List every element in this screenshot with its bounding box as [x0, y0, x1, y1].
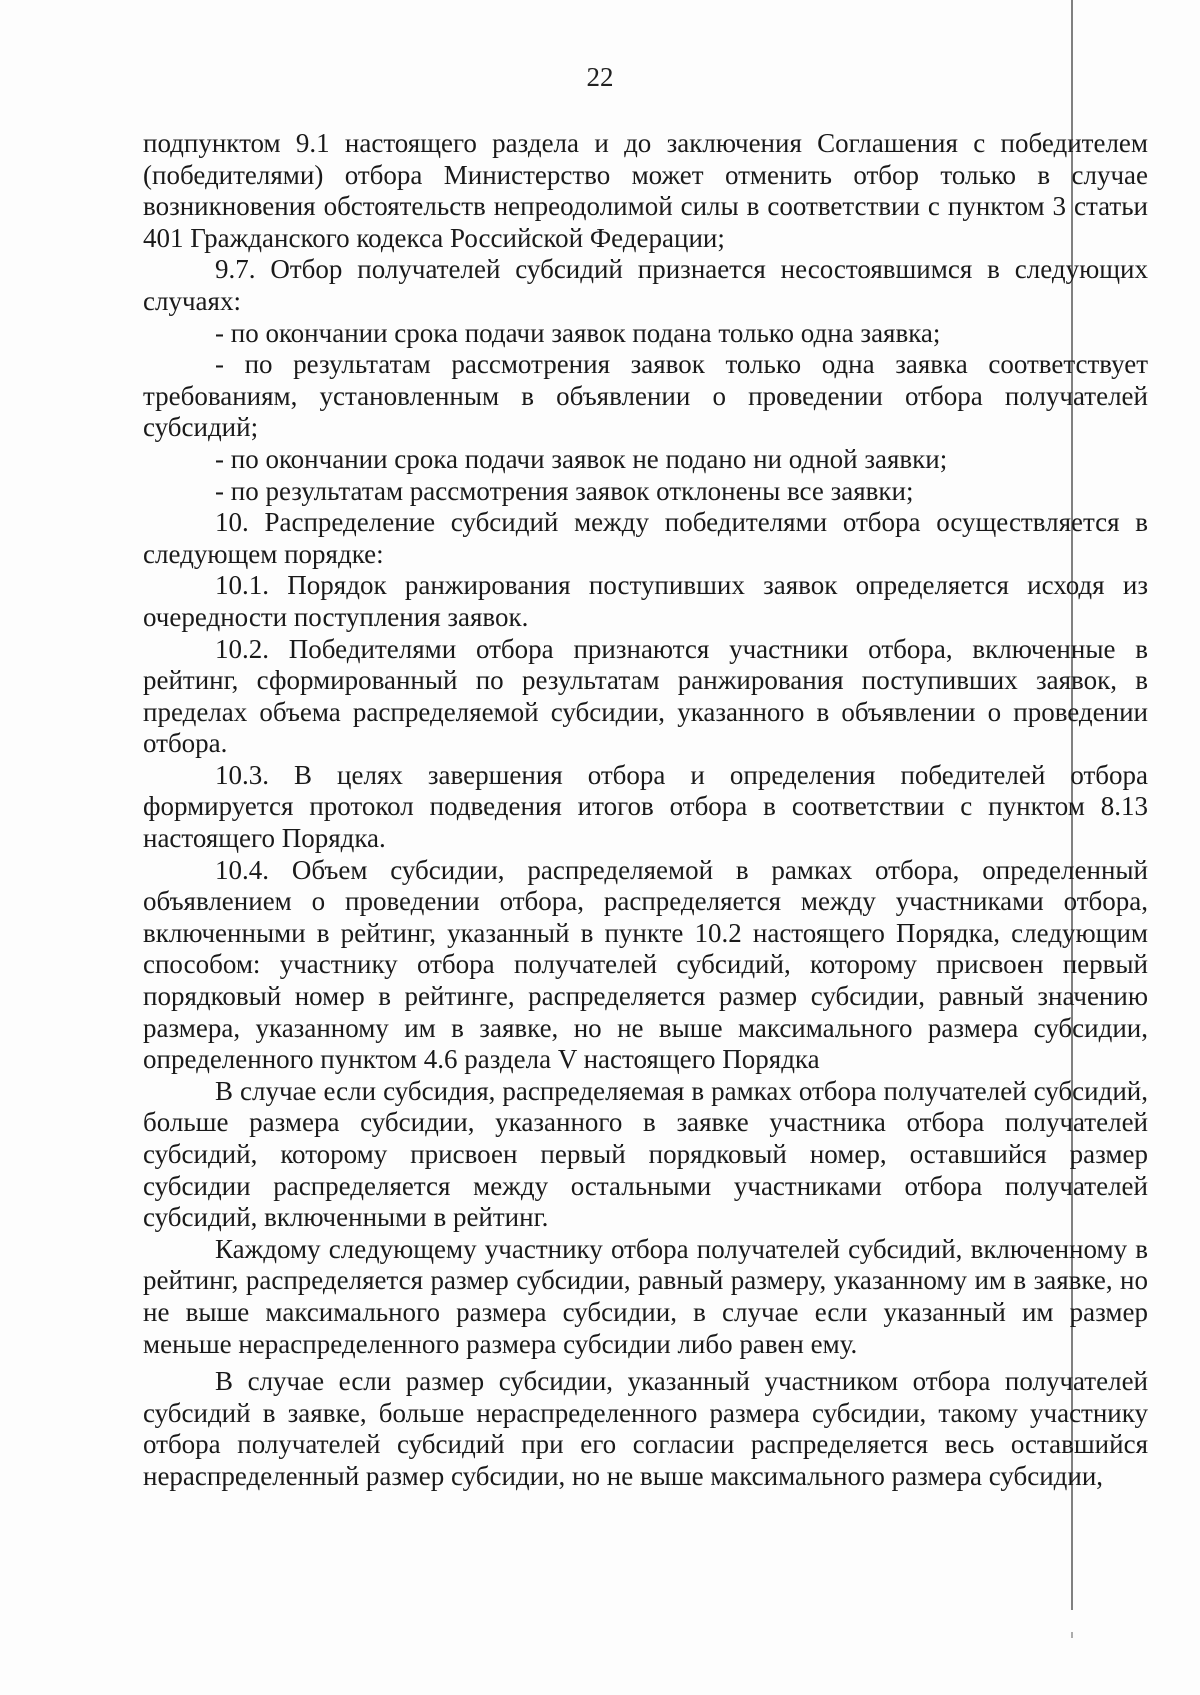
document-body — [143, 128, 1148, 1493]
list-item: - по результатам рассмотрения заявок отклонены все заявки; — [215, 475, 914, 506]
list-item: - по окончании срока подачи заявок не подано ни одной заявки; — [215, 443, 948, 474]
paragraph: 10.2. Победителями отбора признаются участники отбора, включенные в рейтинг, сформированный по результатам ранжирования поступивших заявок, в пределах объема распределяемой субсидии, указанного в объявлении о проведении отбора. — [143, 633, 1148, 759]
paragraph: В случае если субсидия, распределяемая в рамках отбора получателей субсидий, больше размера субсидии, указанного в заявке участника отбора получателей субсидий, которому присвоен первый порядковый номер, оставшийся размер субсидии распределяется между остальными участниками отбора получателей субсидий, включенными в рейтинг. — [143, 1075, 1148, 1233]
paragraph: 10.3. В целях завершения отбора и определения победителей отбора формируется протокол подведения итогов отбора в соответствии с пунктом 8.13 настоящего Порядка. — [143, 759, 1148, 854]
paragraph: 10.1. Порядок ранжирования поступивших заявок определяется исходя из очередности поступления заявок. — [143, 570, 1148, 632]
list-item: - по окончании срока подачи заявок подана только одна заявка; — [215, 317, 941, 348]
list-item: - по результатам рассмотрения заявок только одна заявка соответствует требованиям, установленным в объявлении о проведении отбора получателей субсидий; — [143, 349, 1148, 443]
paragraph: В случае если размер субсидии, указанный участником отбора получателей субсидий в заявке, больше нераспределенного размера субсидии, такому участнику отбора получателей субсидий при его согласии распределяется весь оставшийся нераспределенный размер субсидии, но не выше максимального размера субсидии, — [143, 1366, 1148, 1491]
page-number: 22 — [586, 62, 614, 92]
paragraph: Каждому следующему участнику отбора получателей субсидий, включенному в рейтинг, распределяется размер субсидии, равный размеру, указанному им в заявке, но не выше максимального размера субсидии, в случае если указанный им размер меньше нераспределенного размера субсидии либо равен ему. — [143, 1233, 1148, 1359]
paragraph: 9.7. Отбор получателей субсидий признается несостоявшимся в следующих случаях: — [143, 254, 1148, 316]
paragraph: 10. Распределение субсидий между победителями отбора осуществляется в следующем порядке: — [143, 507, 1148, 569]
paragraph: 10.4. Объем субсидии, распределяемой в рамках отбора, определенный объявлением о проведении отбора, распределяется между участниками отбора, включенными в рейтинг, указанный в пункте 10.2 настоящего Порядка, следующим способом: участнику отбора получателей субсидий, которому присвоен первый порядковый номер в рейтинге, распределяется размер субсидии, равный значению размера, указанному им в заявке, но не выше максимального размера субсидии, определенного пунктом 4.6 раздела V настоящего Порядка — [143, 854, 1148, 1075]
paragraph: подпунктом 9.1 настоящего раздела и до заключения Соглашения с победителем (победителями) отбора Министерство может отменить отбор только в случае возникновения обстоятельств непреодолимой силы в соответствии с пунктом 3 статьи 401 Гражданского кодекса Российской Федерации; — [143, 128, 1148, 253]
scan-artifact-dot — [1071, 1632, 1073, 1638]
